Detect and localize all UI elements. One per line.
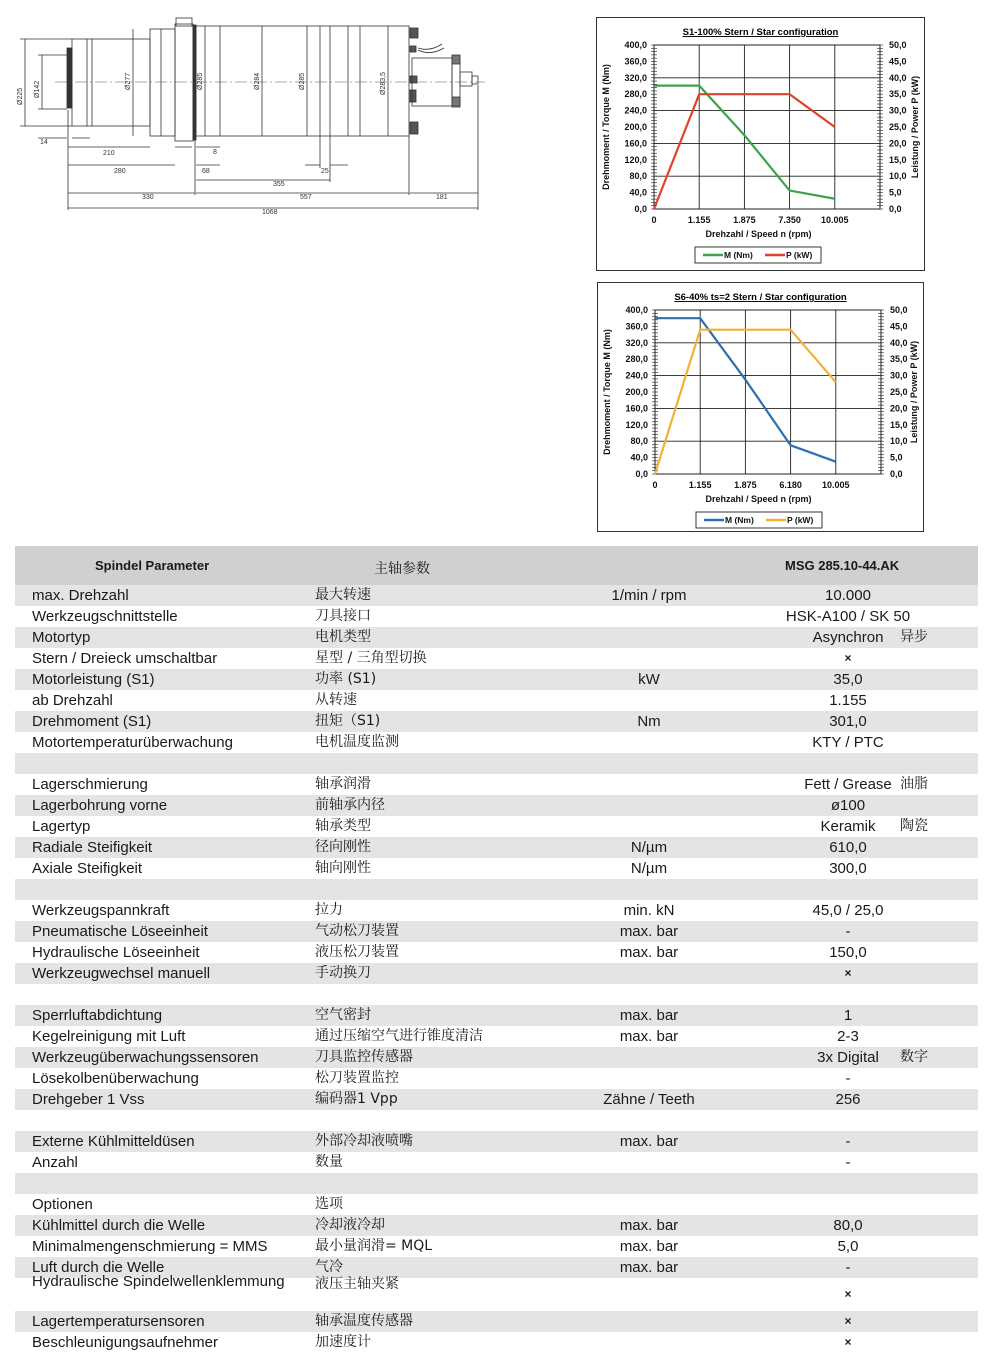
param-name-zh: 最大转速 bbox=[315, 587, 371, 603]
param-value: 256 bbox=[835, 1091, 861, 1108]
param-value: Keramik bbox=[820, 818, 876, 835]
y-tick-label: 280,0 bbox=[624, 89, 647, 100]
param-name: Motorleistung (S1) bbox=[32, 671, 155, 688]
x-tick-label: 6.180 bbox=[779, 480, 802, 490]
table-spacer-row bbox=[15, 753, 978, 774]
param-unit: max. bar bbox=[619, 1028, 679, 1045]
y-tick-label: 80,0 bbox=[629, 171, 647, 182]
table-row bbox=[15, 837, 978, 858]
param-unit: max. bar bbox=[619, 1133, 679, 1150]
param-unit: max. bar bbox=[619, 944, 679, 961]
param-name-zh: 液压主轴夹紧 bbox=[315, 1276, 399, 1292]
param-name-zh: 轴向刚性 bbox=[315, 860, 371, 876]
checkmark-x-icon: × bbox=[844, 1287, 852, 1301]
checkmark-x-icon: × bbox=[844, 651, 852, 665]
param-name: Beschleunigungsaufnehmer bbox=[32, 1334, 218, 1351]
x-axis-label: Drehzahl / Speed n (rpm) bbox=[705, 229, 812, 239]
param-name-zh: 扭矩（S1) bbox=[315, 713, 381, 729]
table-row bbox=[15, 606, 978, 627]
param-name-zh: 空气密封 bbox=[315, 1007, 371, 1023]
table-header bbox=[15, 546, 978, 585]
legend-label: P (kW) bbox=[786, 250, 813, 260]
dim-210: 210 bbox=[103, 150, 115, 157]
table-spacer-row bbox=[15, 879, 978, 900]
y2-tick-label: 50,0 bbox=[889, 40, 907, 50]
chart-title: S6-40% ts=2 Stern / Star configuration bbox=[674, 292, 847, 303]
table-row bbox=[15, 1194, 978, 1215]
dim-d284: Ø284 bbox=[254, 72, 261, 90]
param-value: 10.000 bbox=[825, 587, 871, 604]
table-row bbox=[15, 711, 978, 732]
param-name-zh: 手动换刀 bbox=[315, 965, 371, 981]
y2-tick-label: 35,0 bbox=[890, 354, 908, 365]
dim-14: 14 bbox=[40, 139, 48, 146]
param-value: 301,0 bbox=[829, 713, 867, 730]
y2-tick-label: 30,0 bbox=[890, 370, 908, 381]
dim-25: 25 bbox=[321, 168, 329, 175]
param-unit: 1/min / rpm bbox=[611, 587, 687, 604]
table-row bbox=[15, 921, 978, 942]
param-name-zh: 冷却液冷却 bbox=[315, 1217, 385, 1233]
plot-area bbox=[655, 310, 881, 474]
param-value: 2-3 bbox=[837, 1028, 859, 1045]
param-unit: N/µm bbox=[630, 839, 668, 856]
param-name-zh: 轴承类型 bbox=[315, 818, 371, 834]
param-name: Minimalmengenschmierung = MMS bbox=[32, 1238, 268, 1255]
plot-area bbox=[654, 45, 880, 209]
param-name: Kegelreinigung mit Luft bbox=[32, 1028, 186, 1045]
table-row bbox=[15, 1131, 978, 1152]
dim-8: 8 bbox=[213, 149, 217, 156]
x-tick-label: 0 bbox=[652, 480, 658, 490]
table-row bbox=[15, 858, 978, 879]
dim-d283-5: Ø283,5 bbox=[380, 72, 387, 95]
dim-d285-a: Ø285 bbox=[197, 72, 204, 90]
legend-label: P (kW) bbox=[787, 515, 814, 525]
table-row bbox=[15, 1068, 978, 1089]
y-tick-label: 400,0 bbox=[625, 305, 648, 315]
param-value: Fett / Grease bbox=[804, 776, 892, 793]
y2-tick-label: 20,0 bbox=[890, 403, 908, 414]
table-row bbox=[15, 648, 978, 669]
param-name-zh: 电机温度监测 bbox=[315, 734, 399, 750]
y-tick-label: 80,0 bbox=[630, 436, 648, 447]
param-value: 80,0 bbox=[833, 1217, 863, 1234]
param-name: Kühlmittel durch die Welle bbox=[32, 1217, 206, 1234]
table-spacer-row bbox=[15, 1173, 978, 1194]
param-unit: min. kN bbox=[623, 902, 675, 919]
y-tick-label: 320,0 bbox=[624, 72, 647, 83]
param-name-zh: 径向刚性 bbox=[315, 839, 371, 855]
table-row bbox=[15, 1236, 978, 1257]
x-tick-label: 1.155 bbox=[687, 215, 711, 225]
param-unit: max. bar bbox=[619, 1217, 679, 1234]
y-tick-label: 40,0 bbox=[630, 452, 648, 463]
param-value: 5,0 bbox=[837, 1238, 859, 1255]
param-name: Werkzeugwechsel manuell bbox=[32, 965, 211, 982]
table-row bbox=[15, 585, 978, 606]
table-row bbox=[15, 942, 978, 963]
y2-tick-label: 15,0 bbox=[890, 419, 908, 430]
param-name-zh: 从转速 bbox=[315, 692, 357, 708]
param-value: 3x Digital bbox=[817, 1049, 879, 1066]
table-row bbox=[15, 1332, 978, 1353]
checkmark-x-icon: × bbox=[844, 1314, 852, 1328]
table-row bbox=[15, 732, 978, 753]
y-tick-label: 200,0 bbox=[625, 387, 648, 397]
chart-s1-svg bbox=[597, 18, 924, 270]
table-spacer-row bbox=[15, 984, 978, 1005]
param-name-zh: 功率 (S1) bbox=[315, 671, 377, 687]
y-tick-label: 240,0 bbox=[624, 105, 647, 116]
param-value-zh: 油脂 bbox=[900, 776, 928, 792]
table-row bbox=[15, 627, 978, 648]
param-name: Lagerbohrung vorne bbox=[32, 797, 168, 814]
param-name: Motortyp bbox=[32, 629, 91, 646]
y-tick-label: 0,0 bbox=[634, 204, 647, 214]
param-name: Optionen bbox=[32, 1196, 93, 1213]
y2-tick-label: 40,0 bbox=[889, 72, 907, 83]
y-tick-label: 240,0 bbox=[625, 370, 648, 381]
table-row bbox=[15, 963, 978, 984]
y-tick-label: 40,0 bbox=[629, 187, 647, 198]
x-tick-label: 1.875 bbox=[733, 215, 756, 225]
param-value: - bbox=[845, 923, 851, 940]
y2-tick-label: 5,0 bbox=[889, 187, 902, 198]
dim-181: 181 bbox=[436, 194, 448, 201]
param-name: ab Drehzahl bbox=[32, 692, 113, 709]
param-value: - bbox=[845, 1133, 851, 1150]
y2-tick-label: 45,0 bbox=[889, 56, 907, 67]
param-name: Drehmoment (S1) bbox=[32, 713, 152, 730]
y2-axis-label: Leistung / Power P (kW) bbox=[910, 75, 920, 179]
param-value: - bbox=[845, 1070, 851, 1087]
param-value: Asynchron bbox=[812, 629, 884, 646]
param-value: HSK-A100 / SK 50 bbox=[785, 608, 911, 625]
y2-tick-label: 15,0 bbox=[889, 154, 907, 165]
param-name-zh: 刀具接口 bbox=[315, 608, 371, 624]
param-value: ø100 bbox=[830, 797, 866, 814]
param-name-zh: 前轴承内径 bbox=[315, 797, 385, 813]
param-value: KTY / PTC bbox=[812, 734, 884, 751]
dim-330: 330 bbox=[142, 194, 154, 201]
param-name: Radiale Steifigkeit bbox=[32, 839, 153, 856]
table-row bbox=[15, 1215, 978, 1236]
param-name: Lösekolbenüberwachung bbox=[32, 1070, 199, 1087]
param-name: Motortemperaturüberwachung bbox=[32, 734, 233, 751]
param-name-zh: 选项 bbox=[315, 1196, 343, 1212]
x-tick-label: 7.350 bbox=[778, 215, 801, 225]
param-name: Drehgeber 1 Vss bbox=[32, 1091, 145, 1108]
dim-d285-b: Ø285 bbox=[299, 72, 306, 90]
param-name-zh: 液压松刀装置 bbox=[315, 944, 399, 960]
table-row bbox=[15, 816, 978, 837]
chart-s6-torque-power bbox=[597, 282, 924, 532]
param-name: Anzahl bbox=[32, 1154, 78, 1171]
param-name-zh: 电机类型 bbox=[315, 629, 371, 645]
y2-tick-label: 5,0 bbox=[890, 452, 903, 463]
table-row bbox=[15, 1311, 978, 1332]
param-value: 1 bbox=[843, 1007, 853, 1024]
param-name: Luft durch die Welle bbox=[32, 1259, 165, 1276]
param-name-zh: 最小量润滑= MQL bbox=[315, 1238, 433, 1254]
y-tick-label: 400,0 bbox=[624, 40, 647, 50]
param-name: Sperrluftabdichtung bbox=[32, 1007, 163, 1024]
table-spacer-row bbox=[15, 1110, 978, 1131]
y2-tick-label: 50,0 bbox=[890, 305, 908, 315]
table-row bbox=[15, 1273, 978, 1311]
y2-tick-label: 35,0 bbox=[889, 89, 907, 100]
param-name-zh: 轴承温度传感器 bbox=[315, 1313, 413, 1329]
y2-tick-label: 40,0 bbox=[890, 337, 908, 348]
param-unit: max. bar bbox=[619, 923, 679, 940]
y2-tick-label: 0,0 bbox=[890, 469, 903, 479]
y-tick-label: 160,0 bbox=[625, 403, 648, 414]
param-unit: max. bar bbox=[619, 1007, 679, 1024]
param-name-zh: 通过压缩空气进行锥度清洁 bbox=[315, 1028, 483, 1044]
x-axis-label: Drehzahl / Speed n (rpm) bbox=[705, 494, 812, 504]
y2-tick-label: 20,0 bbox=[889, 138, 907, 149]
param-value: 150,0 bbox=[829, 944, 867, 961]
param-name: Lagerschmierung bbox=[32, 776, 148, 793]
y-tick-label: 160,0 bbox=[624, 138, 647, 149]
checkmark-x-icon: × bbox=[844, 1335, 852, 1349]
legend-label: M (Nm) bbox=[724, 250, 753, 260]
param-name: Stern / Dreieck umschaltbar bbox=[32, 650, 218, 667]
param-name-zh: 松刀装置监控 bbox=[315, 1070, 399, 1086]
param-name-zh: 气动松刀装置 bbox=[315, 923, 399, 939]
y-tick-label: 200,0 bbox=[624, 122, 647, 132]
dim-68: 68 bbox=[202, 168, 210, 175]
param-name: Werkzeugüberwachungssensoren bbox=[32, 1049, 259, 1066]
param-name-zh: 加速度计 bbox=[315, 1334, 371, 1350]
dim-d225: Ø225 bbox=[17, 87, 24, 105]
y2-tick-label: 25,0 bbox=[889, 122, 907, 132]
param-name: max. Drehzahl bbox=[32, 587, 129, 604]
table-row bbox=[15, 1047, 978, 1068]
y2-tick-label: 10,0 bbox=[890, 436, 908, 447]
y-tick-label: 320,0 bbox=[625, 337, 648, 348]
param-value-zh: 数字 bbox=[900, 1049, 928, 1065]
param-value: 610,0 bbox=[829, 839, 867, 856]
param-name-zh: 拉力 bbox=[315, 902, 343, 918]
param-name: Lagertemperatursensoren bbox=[32, 1313, 205, 1330]
param-name-zh: 星型 / 三角型切换 bbox=[315, 650, 427, 666]
dim-355: 355 bbox=[273, 181, 285, 188]
table-row bbox=[15, 669, 978, 690]
y2-tick-label: 0,0 bbox=[889, 204, 902, 214]
param-name: Werkzeugschnittstelle bbox=[32, 608, 178, 625]
table-row bbox=[15, 795, 978, 816]
y2-tick-label: 30,0 bbox=[889, 105, 907, 116]
x-tick-label: 10.005 bbox=[822, 480, 850, 490]
spindle-technical-drawing bbox=[0, 10, 500, 220]
y-tick-label: 360,0 bbox=[624, 56, 647, 67]
header-model: MSG 285.10-44.AK bbox=[785, 558, 900, 573]
y2-tick-label: 10,0 bbox=[889, 171, 907, 182]
param-value: 35,0 bbox=[833, 671, 863, 688]
y2-axis-label: Leistung / Power P (kW) bbox=[909, 340, 919, 444]
param-name-zh: 外部冷却液喷嘴 bbox=[315, 1133, 413, 1149]
param-name: Axiale Steifigkeit bbox=[32, 860, 143, 877]
x-tick-label: 1.875 bbox=[734, 480, 757, 490]
table-row bbox=[15, 1005, 978, 1026]
param-unit: max. bar bbox=[619, 1259, 679, 1276]
param-name: Lagertyp bbox=[32, 818, 91, 835]
dim-557: 557 bbox=[300, 194, 312, 201]
param-name-zh: 刀具监控传感器 bbox=[315, 1049, 413, 1065]
table-row bbox=[15, 1026, 978, 1047]
dim-d142: Ø142 bbox=[34, 80, 41, 98]
param-name: Hydraulische Löseeinheit bbox=[32, 944, 200, 961]
y-axis-label: Drehmoment / Torque M (Nm) bbox=[602, 329, 612, 455]
param-value-zh: 异步 bbox=[900, 629, 928, 645]
param-name-zh: 数量 bbox=[315, 1154, 343, 1170]
y-tick-label: 120,0 bbox=[625, 419, 648, 430]
table-row bbox=[15, 774, 978, 795]
chart-s6-svg bbox=[598, 283, 923, 531]
checkmark-x-icon: × bbox=[844, 966, 852, 980]
param-name: Externe Kühlmitteldüsen bbox=[32, 1133, 195, 1150]
table-row bbox=[15, 1089, 978, 1110]
param-name-zh: 编码器1 Vpp bbox=[315, 1091, 398, 1107]
param-value: 300,0 bbox=[829, 860, 867, 877]
param-name: Werkzeugspannkraft bbox=[32, 902, 170, 919]
param-unit: Nm bbox=[637, 713, 661, 730]
table-body bbox=[15, 585, 978, 1353]
table-row bbox=[15, 1152, 978, 1173]
param-name-zh: 轴承润滑 bbox=[315, 776, 371, 792]
spindle-parameter-table bbox=[15, 546, 978, 1353]
param-name: Pneumatische Löseeinheit bbox=[32, 923, 208, 940]
param-value: - bbox=[845, 1154, 851, 1171]
param-unit: kW bbox=[638, 671, 660, 688]
param-value: 1.155 bbox=[829, 692, 867, 709]
header-parameter: Spindel Parameter bbox=[95, 558, 210, 573]
table-row bbox=[15, 900, 978, 921]
y-tick-label: 120,0 bbox=[624, 154, 647, 165]
y-tick-label: 360,0 bbox=[625, 321, 648, 332]
param-unit: max. bar bbox=[619, 1238, 679, 1255]
x-tick-label: 1.155 bbox=[688, 480, 712, 490]
y-tick-label: 280,0 bbox=[625, 354, 648, 365]
param-name: Hydraulische Spindelwellenklemmung bbox=[32, 1273, 285, 1290]
y2-tick-label: 45,0 bbox=[890, 321, 908, 332]
y-tick-label: 0,0 bbox=[635, 469, 648, 479]
header-parameter-zh: 主轴参数 bbox=[374, 561, 430, 577]
chart-title: S1-100% Stern / Star configuration bbox=[682, 27, 839, 38]
dim-280: 280 bbox=[114, 168, 126, 175]
dim-d277: Ø277 bbox=[125, 72, 132, 90]
x-tick-label: 10.005 bbox=[821, 215, 849, 225]
param-value-zh: 陶瓷 bbox=[900, 818, 928, 834]
y-axis-label: Drehmoment / Torque M (Nm) bbox=[601, 64, 611, 190]
param-name-zh: 气冷 bbox=[315, 1259, 343, 1275]
y2-tick-label: 25,0 bbox=[890, 387, 908, 397]
dim-1068: 1068 bbox=[262, 209, 278, 216]
chart-s1-torque-power bbox=[596, 17, 925, 271]
param-unit: N/µm bbox=[630, 860, 668, 877]
table-row bbox=[15, 690, 978, 711]
x-tick-label: 0 bbox=[651, 215, 657, 225]
legend-label: M (Nm) bbox=[725, 515, 754, 525]
param-value: - bbox=[845, 1259, 851, 1276]
param-unit: Zähne / Teeth bbox=[603, 1091, 695, 1108]
param-value: 45,0 / 25,0 bbox=[812, 902, 884, 919]
